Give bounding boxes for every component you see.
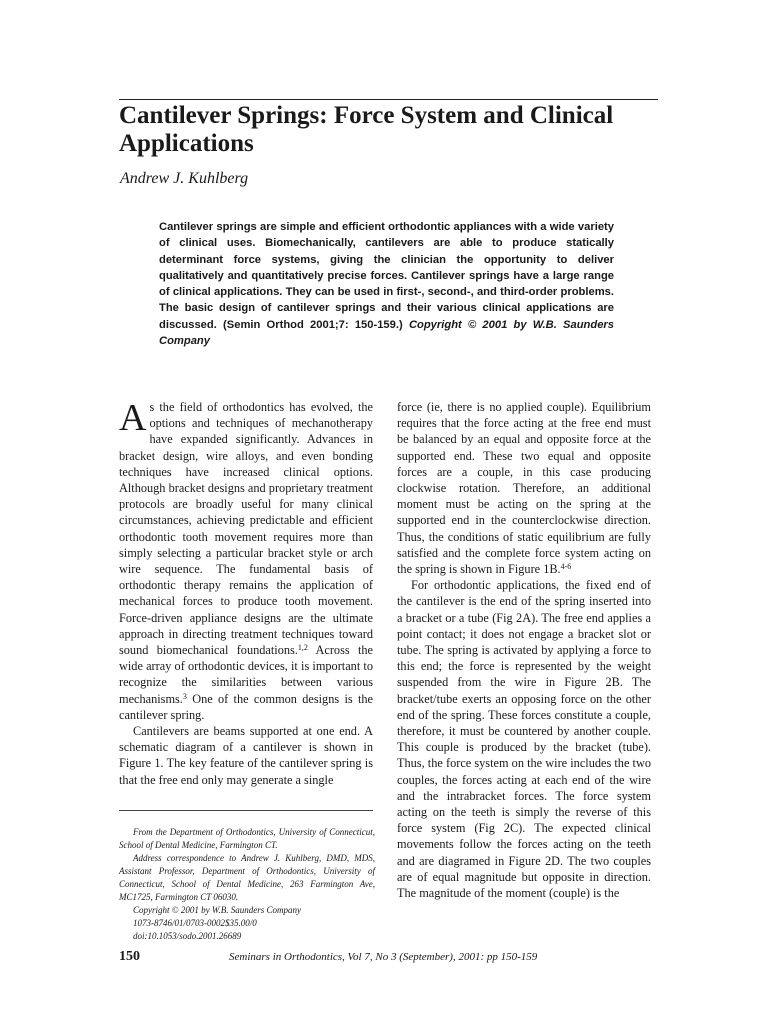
body-paragraph: Cantilevers are beams supported at one end. A schematic diagram of a cantilever is shown in Figure 1. The key feature of the cantilever spring is that the free end only may generate a single	[119, 724, 373, 787]
citation-ref: 3	[182, 691, 187, 701]
paragraph-text: force (ie, there is no applied couple). Equilibrium requires that the force acting at the free end must be balanced by an equal and opposite force at the supported end. These two equal and opposite forces are a couple, in this case producing clockwise rotation. Therefore, an additional moment must be acting on the spring at the supported end in the counterclockwise direction. Thus, the conditions of static equilibrium are fully satisfied and the complete force system acting on the spring is shown in Figure 1B.	[397, 400, 651, 577]
citation-ref: 1,2	[297, 643, 308, 653]
top-rule	[119, 99, 658, 100]
body-column-left	[119, 399, 373, 788]
body-paragraph: For orthodontic applications, the fixed end of the cantilever is the end of the spring inserted into a bracket or a tube (Fig 2A). The free end applies a point contact; it does not engage a bracket slot or tube. The spring is activated by applying a force to this end; the force is represented by the weight suspended from the wire in Figure 2B. The bracket/tube exerts an opposing force on the other end of the spring. These forces constitute a couple, therefore, it must be countered by another couple. This couple is produced by the bracket (tube). Thus, the force system on the wire includes the two couples, the forces acting at each end of the wire and the intrabracket forces. The force system acting on the teeth is simply the reverse of this force system (Fig 2C). The expected clinical movements follow the forces acting on the teeth and are diagramed in Figure 2D. The two couples are of equal magnitude but opposite in direction. The magnitude of the moment (couple) is the	[397, 578, 651, 901]
paragraph-text: Across the wide array of orthodontic devices, it is important to recognize the similarities between various mechanisms.	[119, 643, 373, 706]
body-column-right	[397, 399, 651, 901]
running-footer: Seminars in Orthodontics, Vol 7, No 3 (September), 2001: pp 150-159	[229, 951, 538, 963]
abstract	[159, 219, 614, 349]
body-paragraph	[397, 399, 651, 577]
footnote-doi: doi:10.1053/sodo.2001.26689	[133, 931, 242, 941]
footnote-rule	[119, 810, 373, 811]
article-title: Cantilever Springs: Force System and Clinical Applications	[119, 102, 614, 157]
article-author: Andrew J. Kuhlberg	[120, 170, 249, 187]
footnote-correspondence: Address correspondence to Andrew J. Kuhlberg, DMD, MDS, Assistant Professor, Department of Orthodontics, University of Connecticut, School of Dental Medicine, 263 Farmington Ave, MC1725, Farmington CT 06030.	[119, 853, 375, 902]
drop-cap: A	[119, 397, 147, 439]
body-paragraph	[119, 399, 373, 723]
abstract-copyright: Copyright © 2001 by W.B. Saunders Company	[159, 318, 615, 348]
paragraph-text: s the field of orthodontics has evolved, the options and techniques of mechanotherapy have expanded significantly. Advances in bracket design, wire alloys, and even bonding techniques have increased clinical options. Although bracket designs and proprietary treatment protocols are broadly useful for many clinical circumstances, achieving predictable and efficient orthodontic tooth movement requires more than simply selecting a particular bracket style or arch wire sequence. The fundamental basis of orthodontic therapy remains the application of mechanical forces to produce tooth movement. Force-driven appliance designs are the ultimate approach in directing treatment techniques toward sound biomechanical foundations.	[119, 400, 373, 658]
footnotes	[119, 826, 375, 943]
paragraph-text: One of the common designs is the cantilever spring.	[119, 691, 373, 722]
abstract-text: Cantilever springs are simple and efficient orthodontic appliances with a wide variety of clinical uses. Biomechanically, cantilevers are able to produce statically determinant force systems, giving the clinician the opportunity to deliver qualitatively and quantitatively precise forces. Cantilever springs have a large range of clinical applications. They can be used in first-, second-, and third-order problems. The basic design of cantilever springs and their various clinical applications are discussed. (Semin Orthod 2001;7: 150-159.)	[159, 221, 614, 331]
footnote-copyright: Copyright © 2001 by W.B. Saunders Company	[133, 905, 301, 915]
citation-ref: 4-6	[560, 562, 572, 572]
footnote-issn: 1073-8746/01/0703-0002$35.00/0	[133, 918, 257, 928]
page-number: 150	[119, 949, 140, 964]
footnote-affiliation: From the Department of Orthodontics, University of Connecticut, School of Dental Medicine, Farmington CT.	[119, 827, 375, 850]
